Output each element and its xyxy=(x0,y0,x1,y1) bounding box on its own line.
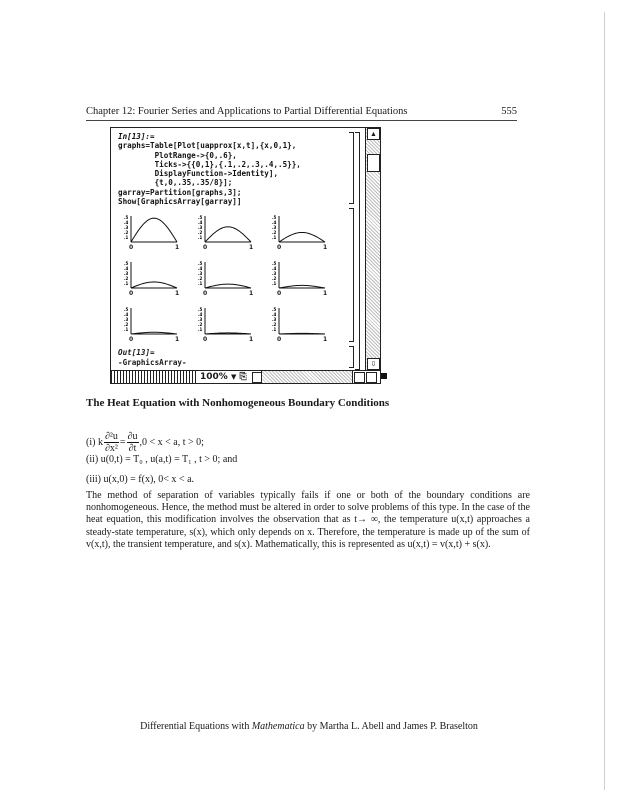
equation-3: (iii) u(x,0) = f(x), 0< x < a. xyxy=(86,474,195,485)
y-tick-label: .4 xyxy=(198,220,203,225)
y-tick-label: .4 xyxy=(124,266,129,271)
input-cell-bracket[interactable] xyxy=(349,132,354,204)
page-edge-rule xyxy=(604,12,605,790)
graph-cell xyxy=(123,306,185,344)
graph-plot xyxy=(271,260,333,290)
solution-curve xyxy=(205,227,251,242)
page-number: 555 xyxy=(501,106,517,117)
x-tick-label-1: 1 xyxy=(249,244,254,251)
graph-plot xyxy=(197,214,259,244)
graph-cell xyxy=(271,306,333,344)
eq1-equals: = xyxy=(119,436,126,448)
x-tick-label-1: 1 xyxy=(323,290,328,297)
y-tick-label: .3 xyxy=(198,317,203,322)
eq1-num-right: ∂u xyxy=(127,431,138,442)
y-tick-label: .3 xyxy=(124,271,129,276)
code-line-5: {t,0,.35,.35/8}]; xyxy=(118,178,233,188)
solution-curve xyxy=(279,232,325,242)
x-tick-label-0: 0 xyxy=(277,244,282,251)
graph-plot xyxy=(197,260,259,290)
input-cell xyxy=(118,132,301,206)
graph-plot xyxy=(271,306,333,336)
code-line-3: Ticks->{{0,1},{.1,.2,.3,.4,.5}}, xyxy=(118,159,301,169)
y-tick-label: .2 xyxy=(124,276,129,281)
graph-cell xyxy=(271,260,333,298)
y-tick-label: .2 xyxy=(272,230,277,235)
y-tick-label: .5 xyxy=(198,261,203,266)
x-tick-label-1: 1 xyxy=(323,336,328,343)
y-tick-label: .2 xyxy=(198,276,203,281)
y-tick-label: .1 xyxy=(198,327,203,332)
y-tick-label: .2 xyxy=(198,230,203,235)
graph-plot xyxy=(123,260,185,290)
x-tick-label-1: 1 xyxy=(323,244,328,251)
eq1-right-fraction xyxy=(127,431,139,454)
solution-curve xyxy=(131,218,177,242)
section-title: The Heat Equation with Nonhomogeneous Boundary Conditions xyxy=(86,397,390,409)
y-tick-label: .4 xyxy=(124,220,129,225)
y-tick-label: .2 xyxy=(124,322,129,327)
eq1-prefix: (i) k xyxy=(86,436,103,448)
y-tick-label: .5 xyxy=(272,307,277,312)
x-tick-label-1: 1 xyxy=(175,290,180,297)
y-tick-label: .5 xyxy=(198,307,203,312)
header-rule xyxy=(86,120,517,121)
y-tick-label: .1 xyxy=(198,235,203,240)
code-line-4: DisplayFunction->Identity], xyxy=(118,169,279,179)
graph-cell xyxy=(123,260,185,298)
graph-cell xyxy=(197,260,259,298)
x-tick-label-0: 0 xyxy=(129,336,134,343)
y-tick-label: .2 xyxy=(198,322,203,327)
output-cell xyxy=(118,348,187,367)
y-tick-label: .5 xyxy=(124,261,129,266)
graph-plot xyxy=(271,214,333,244)
output-text: -GraphicsArray- xyxy=(118,357,187,367)
y-tick-label: .1 xyxy=(272,235,277,240)
y-tick-label: .3 xyxy=(124,317,129,322)
y-tick-label: .5 xyxy=(124,307,129,312)
y-tick-label: .2 xyxy=(272,276,277,281)
page-icon[interactable]: ⎘ xyxy=(239,372,247,382)
x-tick-label-1: 1 xyxy=(249,290,254,297)
resize-box[interactable] xyxy=(366,372,377,383)
solution-curve xyxy=(205,284,251,288)
y-tick-label: .3 xyxy=(198,225,203,230)
y-tick-label: .2 xyxy=(272,322,277,327)
y-tick-label: .1 xyxy=(272,327,277,332)
running-head xyxy=(86,106,517,117)
footer xyxy=(0,721,618,732)
y-tick-label: .5 xyxy=(272,215,277,220)
y-tick-label: .3 xyxy=(198,271,203,276)
footer-suffix: by Martha L. Abell and James P. Braselton xyxy=(304,721,478,732)
notebook-window xyxy=(110,127,381,384)
y-tick-label: .4 xyxy=(272,312,277,317)
output-cell-bracket[interactable] xyxy=(349,346,354,368)
body-paragraph: The method of separation of variables typically fails if one or both of the boundary conditions are nonhomogeneous. Hence, the method must be altered in order to solve problems of this type. In the case of the heat equation, this modification involves the observation that as t→ ∞, the temperature u(x,t) approaches a steady-state temperature, s(x), which only depends on x. Therefore, the temperature is made up of the sum of v(x,t), the transient temperature, and s(x). Mathematically, this is represented as u(x,t) = v(x,t) + s(x). xyxy=(86,490,530,550)
solution-curve xyxy=(131,282,177,288)
graph-plot xyxy=(123,214,185,244)
scroll-right-box[interactable] xyxy=(354,372,365,383)
eq1-den-left: ∂x² xyxy=(104,443,118,454)
x-tick-label-0: 0 xyxy=(203,336,208,343)
zoom-value: 100% xyxy=(200,372,228,382)
horizontal-ruler xyxy=(111,371,198,383)
y-tick-label: .1 xyxy=(124,235,129,240)
x-tick-label-1: 1 xyxy=(175,244,180,251)
end-of-example-marker xyxy=(381,373,387,379)
x-tick-label-0: 0 xyxy=(129,244,134,251)
zoom-dropdown-arrow-icon[interactable]: ▼ xyxy=(230,373,237,381)
graph-plot xyxy=(197,306,259,336)
y-tick-label: .4 xyxy=(272,266,277,271)
graph-plot xyxy=(123,306,185,336)
y-tick-label: .3 xyxy=(272,317,277,322)
y-tick-label: .1 xyxy=(198,281,203,286)
eq1-conditions: ,0 < x < a, t > 0; xyxy=(139,436,204,448)
y-tick-label: .1 xyxy=(124,281,129,286)
graph-cell xyxy=(123,214,185,252)
y-tick-label: .4 xyxy=(198,312,203,317)
y-tick-label: .1 xyxy=(272,281,277,286)
footer-prefix: Differential Equations with xyxy=(140,721,252,732)
y-tick-label: .4 xyxy=(272,220,277,225)
y-tick-label: .1 xyxy=(124,327,129,332)
group-cell-bracket[interactable] xyxy=(355,132,360,370)
scroll-down-arrow-icon[interactable]: ⇩ xyxy=(367,358,380,370)
equation-1 xyxy=(86,431,204,454)
chapter-title: Chapter 12: Fourier Series and Applications to Partial Differential Equations xyxy=(86,106,408,117)
equation-2: (ii) u(0,t) = T₀ , u(a,t) = T₁ , t > 0; and xyxy=(86,454,238,465)
status-bar xyxy=(111,370,380,383)
eq1-den-right: ∂t xyxy=(128,443,137,454)
x-tick-label-0: 0 xyxy=(277,290,282,297)
x-tick-label-1: 1 xyxy=(175,336,180,343)
scroll-thumb[interactable] xyxy=(367,154,380,172)
x-tick-label-0: 0 xyxy=(277,336,282,343)
x-tick-label-0: 0 xyxy=(203,244,208,251)
y-tick-label: .5 xyxy=(198,215,203,220)
y-tick-label: .2 xyxy=(124,230,129,235)
y-tick-label: .3 xyxy=(272,271,277,276)
vertical-scrollbar[interactable] xyxy=(365,128,380,370)
graph-cell xyxy=(197,214,259,252)
graphics-cell-bracket[interactable] xyxy=(349,208,354,342)
footer-italic: Mathematica xyxy=(251,721,305,732)
code-line-7: Show[GraphicsArray[garray]] xyxy=(118,197,242,207)
x-tick-label-0: 0 xyxy=(129,290,134,297)
code-line-2: PlotRange->{0,.6}, xyxy=(118,150,237,160)
y-tick-label: .5 xyxy=(124,215,129,220)
y-tick-label: .5 xyxy=(272,261,277,266)
output-label: Out[13]= xyxy=(118,348,155,357)
input-label: In[13]:= xyxy=(118,132,155,141)
graph-cell xyxy=(271,214,333,252)
horizontal-scrollbar[interactable] xyxy=(261,371,353,383)
zoom-control[interactable] xyxy=(200,371,247,383)
scroll-up-arrow-icon[interactable]: ▲ xyxy=(367,128,380,140)
eq1-left-fraction xyxy=(104,431,119,454)
y-tick-label: .4 xyxy=(198,266,203,271)
x-tick-label-1: 1 xyxy=(249,336,254,343)
code-line-6: garray=Partition[graphs,3]; xyxy=(118,187,242,197)
graph-cell xyxy=(197,306,259,344)
code-line-1: graphs=Table[Plot[uapprox[x,t],{x,0,1}, xyxy=(118,141,297,151)
y-tick-label: .4 xyxy=(124,312,129,317)
y-tick-label: .3 xyxy=(272,225,277,230)
eq1-num-left: ∂²u xyxy=(104,431,118,442)
y-tick-label: .3 xyxy=(124,225,129,230)
x-tick-label-0: 0 xyxy=(203,290,208,297)
